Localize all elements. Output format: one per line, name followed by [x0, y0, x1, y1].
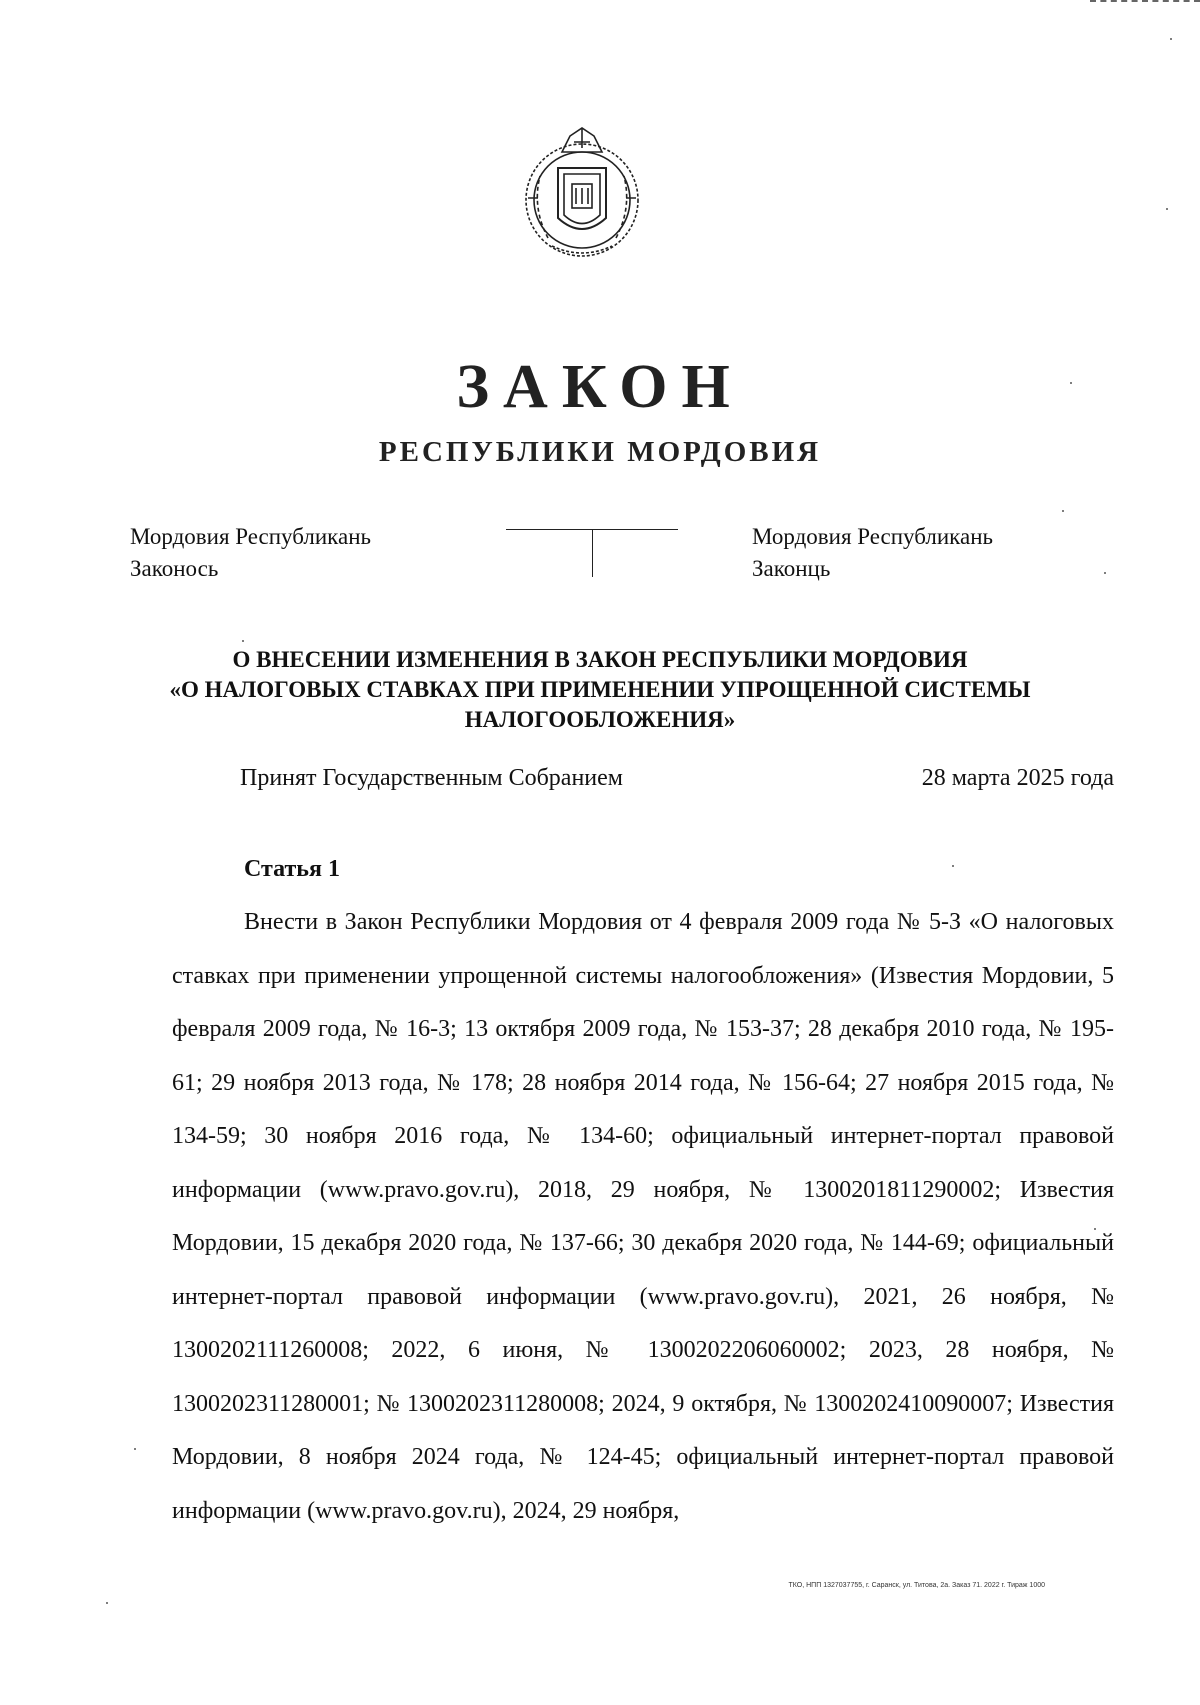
article-body-text: Внести в Закон Республики Мордовия от 4 февраля 2009 года № 5-З «О налоговых ставках при применении упрощенной системы налогообложения» (Известия Мордовии, 5 февраля 2009 года, № 16-3; 13 октября 2009 года, № 153-37; 28 декабря 2010 года, № 195-61; 29 ноября 2013 года, № 178; 28 ноября 2014 года, № 156-64; 27 ноября 2015 года, № 134-59; 30 ноября 2016 года, № 134-60; официальный интернет-портал правовой информации (www.pravo.gov.ru), 2018, 29 ноября, № 1300201811290002; Известия Мордовии, 15 декабря 2020 года, № 137-66; 30 декабря 2020 года, № 144-69; официальный интернет-портал правовой информации (www.pravo.gov.ru), 2021, 26 ноября, № 1300202111260008; 2022, 6 июня, № 1300202206060002; 2023, 28 ноября, № 1300202311280001; № 1300202311280008; 2024, 9 октября, № 1300202410090007; Известия Мордовии, 8 ноября 2024 года, № 124-45; официальный интернет-портал правовой информации (www.pravo.gov.ru), 2024, 29 ноября,: [172, 909, 1114, 1524]
law-name: [160, 645, 1040, 735]
mordovia-coat-of-arms-emblem: [518, 118, 646, 264]
left-header-block: [130, 521, 371, 585]
scan-speck: [1104, 572, 1106, 574]
scan-speck: [952, 865, 954, 867]
left-header-line: Мордовия Республикань: [130, 524, 372, 549]
right-header-block: [752, 521, 993, 585]
scan-edge-mark: [1090, 0, 1200, 2]
law-name-line: О ВНЕСЕНИИ ИЗМЕНЕНИЯ В ЗАКОН РЕСПУБЛИКИ МОРДОВИЯ: [232, 647, 968, 672]
document-title: ЗАКОН: [456, 353, 744, 421]
header-divider-vertical: [592, 529, 593, 577]
document-subtitle: РЕСПУБЛИКИ МОРДОВИЯ: [378, 436, 822, 468]
scan-speck: [1062, 510, 1064, 512]
scan-speck: [242, 640, 244, 642]
scan-speck: [1166, 208, 1168, 210]
right-header-line: Мордовия Республикань: [752, 524, 994, 549]
law-name-line: НАЛОГООБЛОЖЕНИЯ»: [464, 707, 736, 732]
scan-speck: [1170, 38, 1172, 40]
scan-speck: [134, 1448, 136, 1450]
adopted-label: Принят Государственным Собранием: [240, 765, 623, 791]
adopted-date: 28 марта 2025 года: [921, 765, 1114, 791]
article-heading: Статья 1: [244, 856, 340, 882]
law-name-line: «О НАЛОГОВЫХ СТАВКАХ ПРИ ПРИМЕНЕНИИ УПРОЩЕННОЙ СИСТЕМЫ: [169, 677, 1031, 702]
scan-speck: [106, 1602, 108, 1604]
print-imprint: ТКО, НПП 1327037755, г. Саранск, ул. Титова, 2а. Заказ 71. 2022 г. Тираж 1000: [788, 1582, 1045, 1589]
scan-speck: [1070, 382, 1072, 384]
right-header-line: Законць: [752, 556, 831, 581]
left-header-line: Законось: [130, 556, 219, 581]
scan-speck: [1094, 1228, 1096, 1230]
